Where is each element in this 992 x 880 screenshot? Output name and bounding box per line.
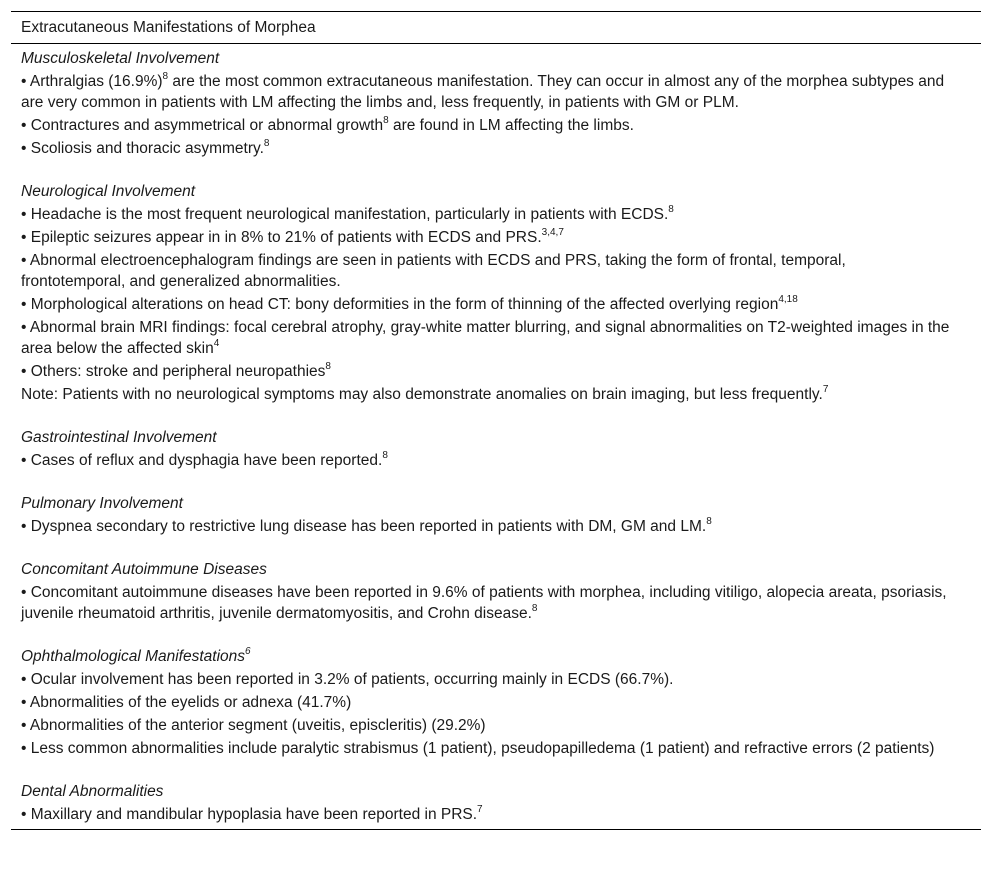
section-title [21, 180, 971, 203]
list-item [21, 137, 951, 160]
item-text: • Others: stroke and peripheral neuropathies [21, 363, 326, 380]
item-text: • Contractures and asymmetrical or abnormal growth [21, 117, 384, 134]
reference-superscript: 8 [325, 360, 331, 372]
item-text: • Cases of reflux and dysphagia have been reported. [21, 452, 383, 469]
item-text: • Headache is the most frequent neurological manifestation, particularly in patients with ECDS. [21, 206, 669, 223]
list-item [21, 360, 951, 383]
reference-superscript: 8 [263, 137, 270, 149]
reference-superscript: 7 [822, 383, 829, 395]
section-title-text: Concomitant Autoimmune Diseases [21, 561, 267, 578]
section-title [21, 558, 971, 581]
section-title-text: Neurological Involvement [21, 183, 196, 200]
list-item [21, 691, 951, 714]
item-text: • Morphological alterations on head CT: bony deformities in the form of thinning of the affected overlying region [21, 296, 779, 313]
table-body [11, 44, 981, 826]
reference-superscript: 8 [382, 449, 388, 461]
section-title-text: Musculoskeletal Involvement [21, 50, 220, 67]
list-item [21, 737, 951, 760]
section-title [21, 47, 971, 70]
section-title-text: Pulmonary Involvement [21, 495, 183, 512]
reference-superscript: 8 [531, 602, 538, 614]
section [21, 558, 971, 625]
item-text: • Concomitant autoimmune diseases have been reported in 9.6% of patients with morphea, including vitiligo, alopecia areata, psoriasis, juvenile rheumatoid arthritis, juvenile dermatomyositis, and Crohn disease. [21, 584, 947, 622]
list-item [21, 515, 951, 538]
item-text: • Maxillary and mandibular hypoplasia have been reported in PRS. [21, 806, 478, 823]
list-item [21, 226, 951, 249]
list-item [21, 803, 951, 826]
section-title-text: Ophthalmological Manifestations [21, 648, 246, 665]
section-title [21, 645, 971, 668]
item-text: • Abnormalities of the eyelids or adnexa (41.7%) [21, 694, 352, 711]
list-item [21, 316, 951, 360]
item-text: • Abnormal electroencephalogram findings are seen in patients with ECDS and PRS, taking the form of frontal, temporal, frontotemporal, and generalized abnormalities. [21, 252, 846, 290]
reference-superscript: 4,18 [778, 293, 798, 305]
reference-superscript: 7 [477, 803, 483, 815]
list-item [21, 249, 951, 293]
section [21, 180, 971, 406]
section-title [21, 780, 971, 803]
item-text: Note: Patients with no neurological symptoms may also demonstrate anomalies on brain imaging, but less frequently. [21, 386, 823, 403]
item-text: • Dyspnea secondary to restrictive lung disease has been reported in patients with DM, GM and LM. [21, 518, 707, 535]
item-text: • Epileptic seizures appear in in 8% to 21% of patients with ECDS and PRS. [21, 229, 542, 246]
item-text: • Abnormalities of the anterior segment (uveitis, episcleritis) (29.2%) [21, 717, 486, 734]
list-item [21, 383, 951, 406]
section [21, 645, 971, 760]
reference-superscript: 8 [668, 203, 674, 215]
list-item [21, 293, 951, 316]
section-title [21, 492, 971, 515]
reference-superscript: 8 [706, 515, 712, 527]
item-text: • Arthralgias (16.9%) [21, 73, 163, 90]
item-text: • Ocular involvement has been reported in 3.2% of patients, occurring mainly in ECDS (66.7%). [21, 671, 674, 688]
manifestations-table [11, 11, 981, 830]
reference-superscript: 6 [245, 645, 251, 657]
section [21, 47, 971, 160]
section-title-text: Gastrointestinal Involvement [21, 429, 217, 446]
section-title-text: Dental Abnormalities [21, 783, 164, 800]
table-header: Extracutaneous Manifestations of Morphea [11, 12, 981, 44]
list-item [21, 203, 951, 226]
list-item [21, 668, 951, 691]
list-item [21, 581, 951, 625]
section-title [21, 426, 971, 449]
section [21, 492, 971, 538]
reference-superscript: 8 [383, 114, 389, 126]
section [21, 426, 971, 472]
item-text: are the most common extracutaneous manifestation. They can occur in almost any of the morphea subtypes and are very common in patients with LM affecting the limbs and, less frequently, in patients with GM or PLM. [21, 73, 945, 111]
reference-superscript: 8 [162, 70, 169, 82]
reference-superscript: 3,4,7 [541, 226, 564, 238]
list-item [21, 449, 951, 472]
item-text: • Abnormal brain MRI findings: focal cerebral atrophy, gray-white matter blurring, and signal abnormalities on T2-weighted images in the area below the affected skin [21, 319, 950, 357]
list-item [21, 114, 951, 137]
section [21, 780, 971, 826]
item-text: • Scoliosis and thoracic asymmetry. [21, 140, 264, 157]
item-text: • Less common abnormalities include paralytic strabismus (1 patient), pseudopapilledema (1 patient) and refractive errors (2 patients) [21, 740, 935, 757]
list-item [21, 714, 951, 737]
list-item [21, 70, 951, 114]
reference-superscript: 4 [213, 337, 220, 349]
item-text: are found in LM affecting the limbs. [388, 117, 634, 134]
